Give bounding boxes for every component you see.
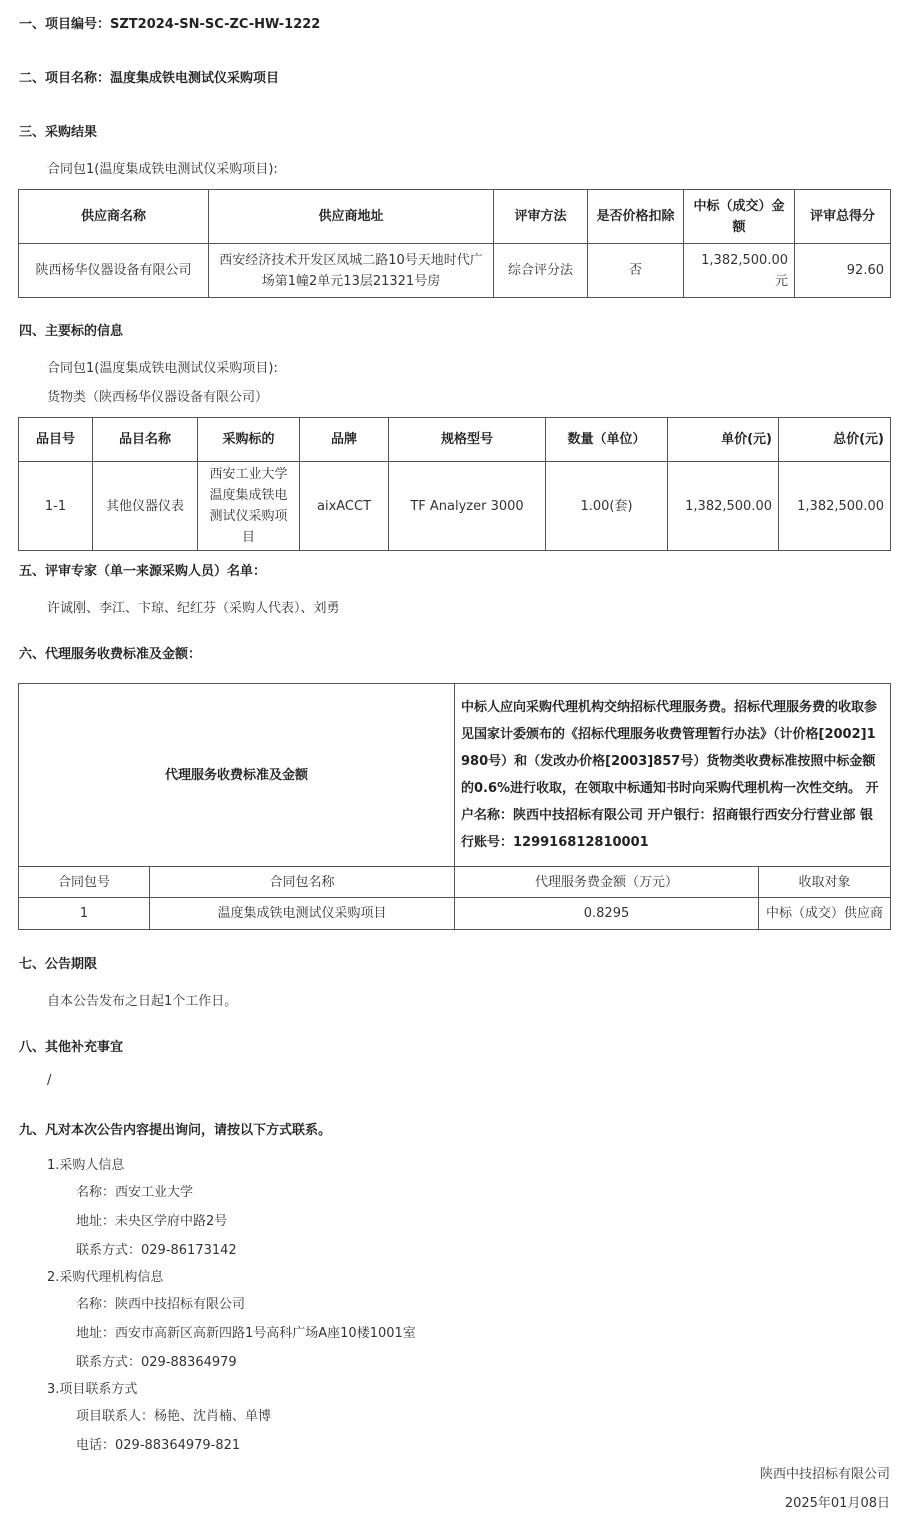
cell-quantity: 1.00(套) [546,462,668,551]
col-review-method: 评审方法 [494,190,588,244]
section-project-number: 一、项目编号：SZT2024-SN-SC-ZC-HW-1222 [19,17,321,32]
purchaser-name: 名称：西安工业大学 [76,1185,194,1200]
col-total-score: 评审总得分 [795,190,891,244]
fee-table [18,866,891,930]
cell-total-score: 92.60 [795,244,891,298]
agency-title: 2.采购代理机构信息 [47,1270,164,1285]
col-supplier-name: 供应商名称 [19,190,209,244]
section-other-matters: 八、其他补充事宜 [19,1040,124,1055]
agency-address: 地址：西安市高新区高新四路1号高科广场A座10楼1001室 [76,1326,416,1341]
result-package-label: 合同包1(温度集成铁电测试仪采购项目): [47,162,278,177]
project-contact-title: 3.项目联系方式 [47,1382,138,1397]
cell-package-name: 温度集成铁电测试仪采购项目 [150,898,455,930]
expert-list: 许诚刚、李江、卞琼、纪红芬（采购人代表）、刘勇 [47,601,340,616]
goods-package-label: 合同包1(温度集成铁电测试仪采购项目): [47,361,278,376]
project-contact-people: 项目联系人：杨艳、沈肖楠、单博 [76,1409,272,1424]
cell-unit-price: 1,382,500.00 [668,462,779,551]
cell-item-no: 1-1 [19,462,93,551]
section-procurement-result: 三、采购结果 [19,125,98,140]
result-table [18,189,891,298]
goods-category-label: 货物类（陕西杨华仪器设备有限公司） [47,390,269,405]
agency-phone: 联系方式：029-88364979 [76,1355,237,1370]
agency-name: 名称：陕西中技招标有限公司 [76,1297,246,1312]
table-row [19,462,891,551]
cell-total-price: 1,382,500.00 [779,462,891,551]
cell-charge-target: 中标（成交）供应商 [759,898,891,930]
table-row [19,898,891,930]
purchaser-address: 地址：未央区学府中路2号 [76,1214,228,1229]
fee-description-table [18,683,891,867]
other-matters-text: / [47,1073,52,1088]
table-row [19,244,891,298]
cell-supplier-name: 陕西杨华仪器设备有限公司 [19,244,209,298]
cell-price-deduction: 否 [588,244,684,298]
purchaser-title: 1.采购人信息 [47,1158,125,1173]
section-agency-fee: 六、代理服务收费标准及金额： [19,647,202,662]
col-award-amount: 中标（成交）金额 [684,190,795,244]
goods-table [18,417,891,551]
cell-supplier-address: 西安经济技术开发区凤城二路10号天地时代广场第1幢2单元13层21321号房 [209,244,494,298]
cell-award-amount: 1,382,500.00元 [684,244,795,298]
project-contact-phone: 电话：029-88364979-821 [76,1438,241,1453]
cell-fee-amount: 0.8295 [455,898,759,930]
table-header-row [19,190,891,244]
section-contact: 九、凡对本次公告内容提出询问，请按以下方式联系。 [19,1123,332,1138]
table-header-row [19,867,891,898]
col-brand: 品牌 [300,418,389,462]
cell-package-no: 1 [19,898,150,930]
col-fee-amount: 代理服务费金额（万元） [455,867,759,898]
section-notice-period: 七、公告期限 [19,957,98,972]
col-quantity: 数量（单位） [546,418,668,462]
fee-description-row [19,684,891,867]
cell-review-method: 综合评分法 [494,244,588,298]
cell-model: TF Analyzer 3000 [389,462,546,551]
fee-label: 代理服务收费标准及金额 [19,684,455,867]
col-supplier-address: 供应商地址 [209,190,494,244]
footer-date: 2025年01月08日 [784,1496,890,1511]
purchaser-phone: 联系方式：029-86173142 [76,1243,237,1258]
col-unit-price: 单价(元) [668,418,779,462]
section-experts: 五、评审专家（单一来源采购人员）名单： [19,564,267,579]
col-subject: 采购标的 [198,418,300,462]
col-package-no: 合同包号 [19,867,150,898]
cell-item-name: 其他仪器仪表 [93,462,198,551]
col-package-name: 合同包名称 [150,867,455,898]
fee-description: 中标人应向采购代理机构交纳招标代理服务费。招标代理服务费的收取参见国家计委颁布的《招标代理服务收费管理暂行办法》（计价格[2002]1980号）和（发改办价格[2003]857号）货物类收费标准按照中标金额的0.6%进行收取，在领取中标通知书时向采购代理机构一次性交纳。 开户名称：陕西中技招标有限公司 开户银行：招商银行西安分行营业部 银行账号：129916812810001 [455,684,891,867]
cell-subject: 西安工业大学温度集成铁电测试仪采购项目 [198,462,300,551]
section-main-subject: 四、主要标的信息 [19,324,124,339]
col-model: 规格型号 [389,418,546,462]
col-charge-target: 收取对象 [759,867,891,898]
col-total-price: 总价(元) [779,418,891,462]
cell-brand: aixACCT [300,462,389,551]
col-item-no: 品目号 [19,418,93,462]
footer-organization: 陕西中技招标有限公司 [759,1467,890,1482]
col-item-name: 品目名称 [93,418,198,462]
notice-period-text: 自本公告发布之日起1个工作日。 [47,994,238,1009]
section-project-name: 二、项目名称：温度集成铁电测试仪采购项目 [19,71,280,86]
table-header-row [19,418,891,462]
col-price-deduction: 是否价格扣除 [588,190,684,244]
